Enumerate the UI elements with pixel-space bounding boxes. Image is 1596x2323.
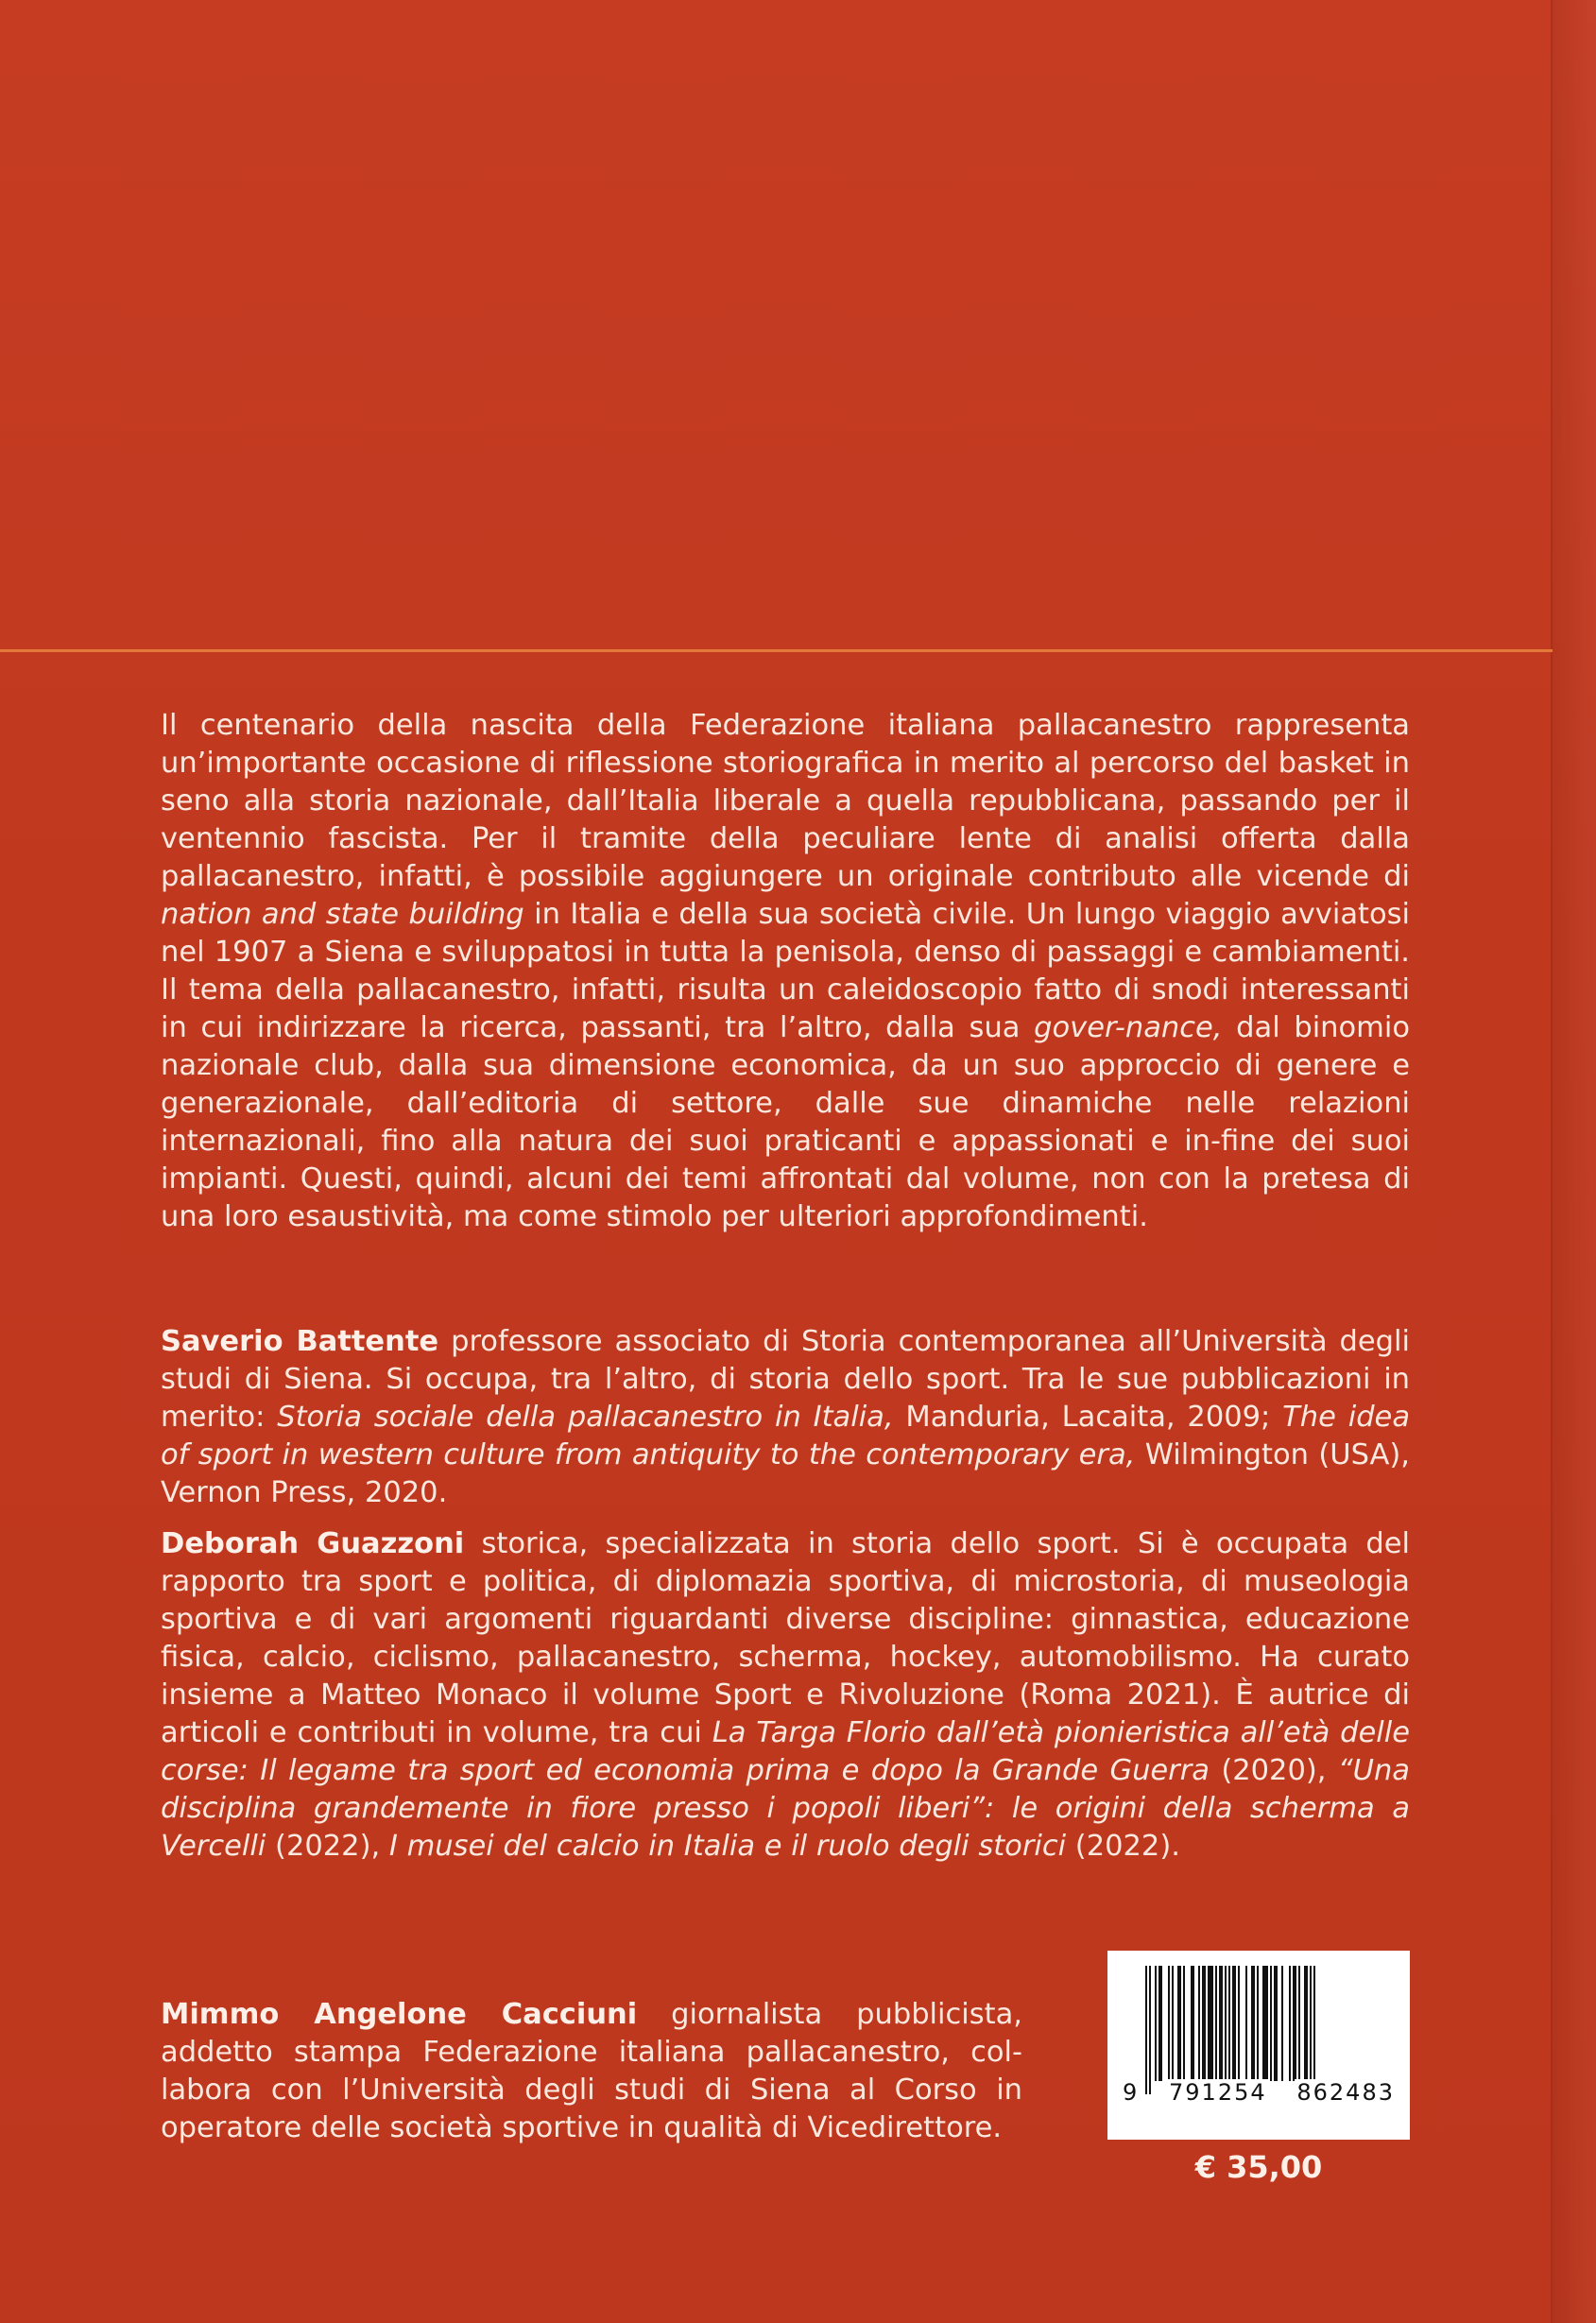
bio-text: (2020), (1221, 1754, 1327, 1787)
barcode-bars (1145, 1966, 1406, 2094)
bio-italic: La Targa Florio dall’età pionieristica all’età delle corse: Il legame tra sport ed economia prima e dopo la Grande Guerra (161, 1716, 1410, 1787)
book-blurb (161, 707, 1410, 1236)
blurb-italic: nation and state building (161, 898, 524, 931)
bio-text: (2022). (1074, 1830, 1180, 1863)
author-name: Mimmo Angelone Cacciuni (161, 1998, 638, 2031)
blurb-text: in Italia e della sua società civile. Un lungo viaggio avviatosi nel 1907 a Siena e sviluppatosi in tutta la penisola, denso di passaggi e cambiamenti. Il tema della pallacanestro, infatti, risulta un caleidoscopio fatto di snodi interessanti in cui indirizzare la ricerca, passanti, tra l’altro, dalla sua (161, 898, 1411, 1044)
bio-text: (2022), (275, 1830, 381, 1863)
bio-text: Manduria, Lacaita, 2009; (905, 1401, 1271, 1434)
author-bio-cacciuni (161, 1996, 1022, 2147)
bio-italic: “Una disciplina grandemente in fiore presso i popoli liberi”: le origini della scherma a Vercelli (161, 1754, 1410, 1863)
bio-italic: I musei del calcio in Italia e il ruolo degli storici (388, 1830, 1067, 1863)
bio-italic: Storia sociale della pallacanestro in Italia, (277, 1401, 894, 1434)
barcode-digit-first: 9 (1123, 2079, 1140, 2106)
blurb-text: dal binomio nazionale club, dalla sua dimensione economica, da un suo approccio di genere e generazionale, dall’editoria di settore, dalle sue dinamiche nelle relazioni internazionali, fino alla natura dei suoi praticanti e appassionati e in-fine dei suoi impianti. Questi, quindi, alcuni dei temi affrontati dal volume, non con la pretesa di una loro esaustività, ma come stimolo per ulteriori approfondimenti. (161, 1011, 1411, 1233)
author-name: Deborah Guazzoni (161, 1527, 465, 1560)
isbn-barcode (1107, 1951, 1410, 2140)
author-bio-battente (161, 1323, 1410, 1512)
barcode-group-1: 791254 (1169, 2079, 1267, 2106)
spine-edge (1551, 0, 1596, 2323)
barcode-bar (1313, 1966, 1315, 2094)
barcode-group-2: 862483 (1296, 2079, 1395, 2106)
blurb-text: Il centenario della nascita della Federazione italiana pallacanestro rappresenta un’importante occasione di riflessione storiografica in merito al percorso del basket in seno alla storia nazionale, dall’Italia liberale a quella repubblicana, passando per il ventennio fascista. Per il tramite della peculiare lente di analisi offerta dalla pallacanestro, infatti, è possibile aggiungere un originale contributo alle vicende di (161, 709, 1410, 893)
bio-text: giornalista pubblicista, addetto stampa Federazione italiana pallacanestro, col-labora con l’Università degli studi di Siena al Corso in operatore delle società sportive in qualità di Vicedirettore. (161, 1998, 1022, 2144)
author-name: Saverio Battente (161, 1325, 439, 1358)
bio-text: professore associato di Storia contemporanea all’Università degli studi di Siena. Si occupa, tra l’altro, di storia dello sport. Tra le sue pubblicazioni in merito: (161, 1325, 1410, 1434)
bio-text: Wilmington (USA), Vernon Press, 2020. (161, 1438, 1410, 1509)
price-label: € 35,00 (1194, 2149, 1323, 2185)
blurb-italic: gover-nance, (1034, 1011, 1223, 1044)
bio-text: storica, specializzata in storia dello sport. Si è occupata del rapporto tra sport e politica, di diplomazia sportiva, di microstoria, di museologia sportiva e di vari argomenti riguardanti diverse discipline: ginnastica, educazione fisica, calcio, ciclismo, pallacanestro, scherma, hockey, automobilismo. Ha curato insieme a Matteo Monaco il volume Sport e Rivoluzione (Roma 2021). È autrice di articoli e contributi in volume, tra cui (161, 1527, 1411, 1749)
bio-italic: The idea of sport in western culture from antiquity to the contemporary era, (161, 1401, 1411, 1471)
barcode-digits (1121, 2079, 1397, 2106)
author-bio-guazzoni (161, 1525, 1410, 1866)
horizontal-rule (0, 649, 1553, 652)
